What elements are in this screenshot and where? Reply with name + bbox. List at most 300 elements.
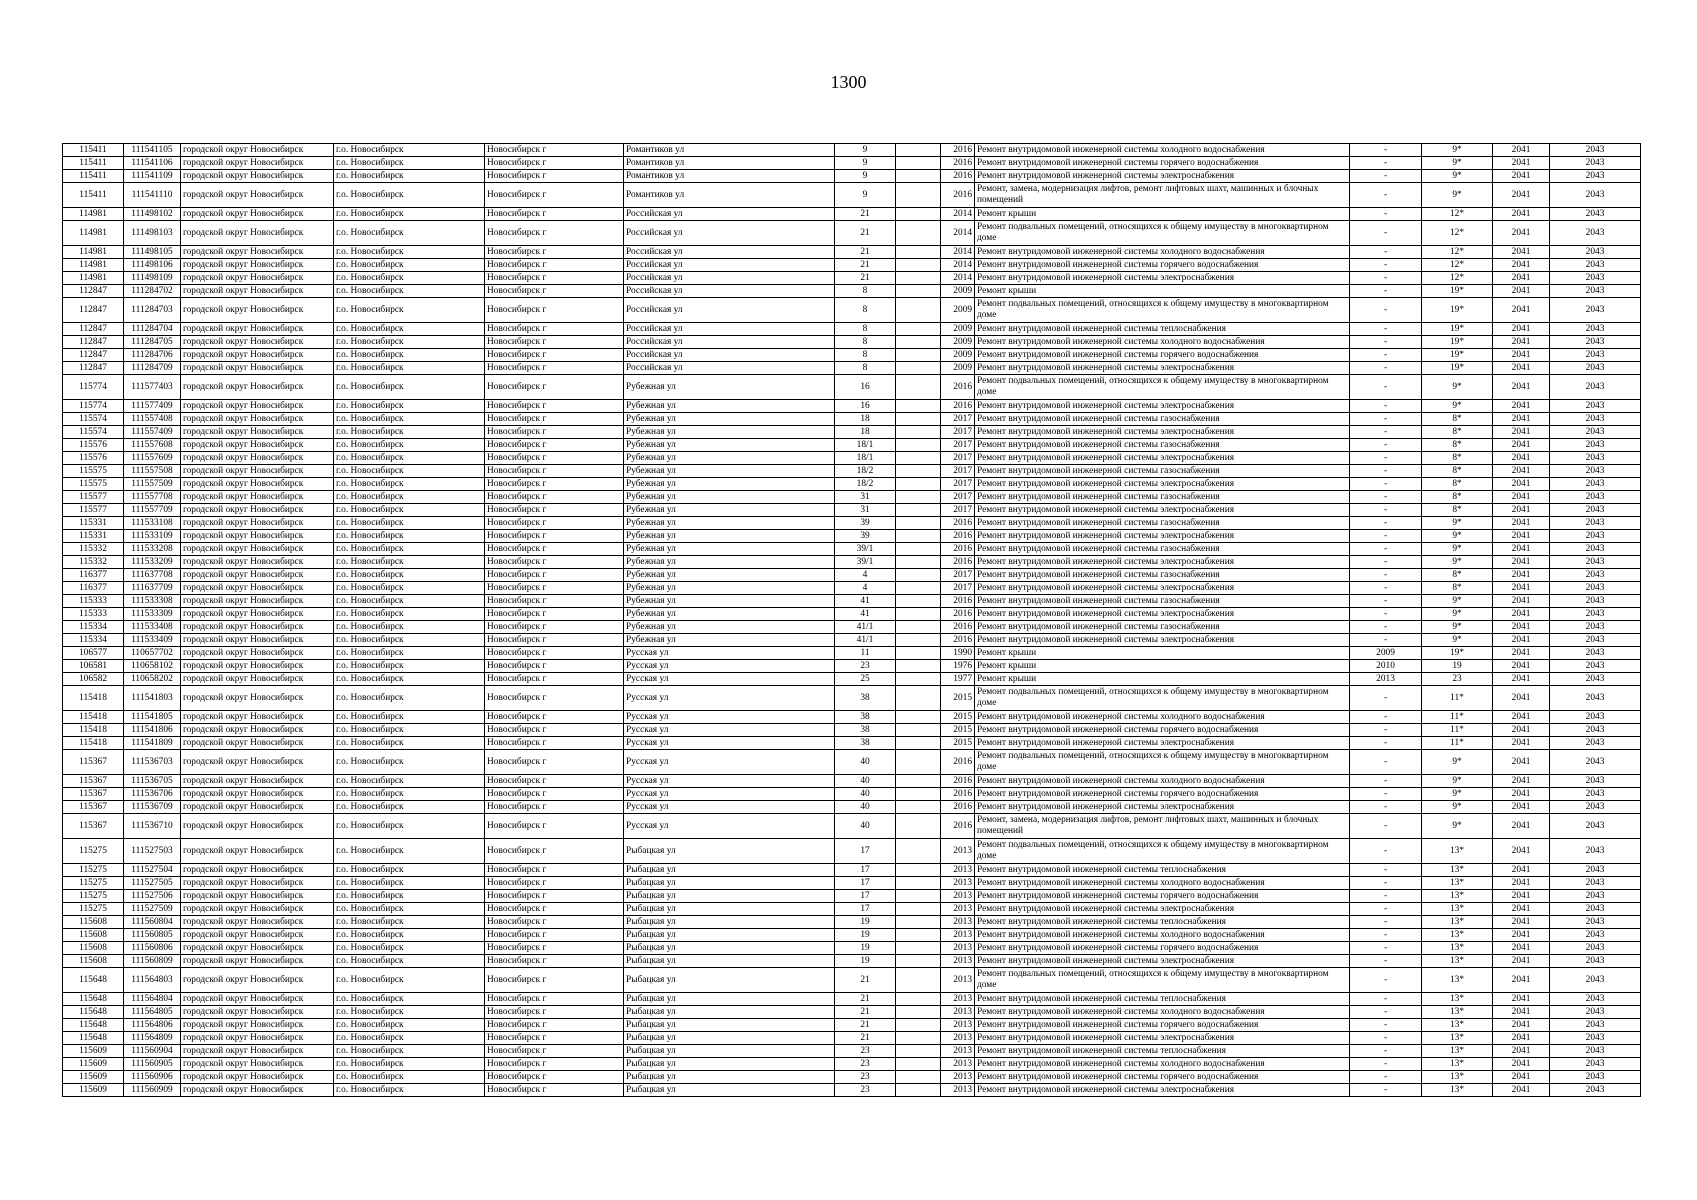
urban-district-cell: г.о. Новосибирск — [334, 1071, 485, 1084]
plan-end-year-cell: 2043 — [1550, 375, 1641, 400]
table-row — [63, 569, 1641, 582]
table-row — [63, 955, 1641, 968]
city-cell: Новосибирск г — [485, 1071, 624, 1084]
commission-year-cell: 2013 — [941, 993, 975, 1006]
commission-year-cell: 2009 — [941, 349, 975, 362]
plan-start-year-cell: 2041 — [1493, 1084, 1550, 1097]
period-cell: 8* — [1422, 452, 1493, 465]
municipality-cell: городской округ Новосибирск — [181, 323, 334, 336]
house-number-cell: 19 — [835, 942, 896, 955]
table-row — [63, 221, 1641, 246]
work-code-cell: 111577403 — [124, 375, 181, 400]
urban-district-cell: г.о. Новосибирск — [334, 903, 485, 916]
commission-year-cell: 2014 — [941, 208, 975, 221]
last-repair-year-cell: - — [1350, 400, 1422, 413]
plan-start-year-cell: 2041 — [1493, 942, 1550, 955]
table-row — [63, 323, 1641, 336]
street-cell: Российская ул — [624, 285, 835, 298]
plan-end-year-cell: 2043 — [1550, 673, 1641, 686]
period-cell: 13* — [1422, 1045, 1493, 1058]
table-row — [63, 750, 1641, 775]
municipality-cell: городской округ Новосибирск — [181, 724, 334, 737]
work-code-cell: 110658202 — [124, 673, 181, 686]
last-repair-year-cell: - — [1350, 582, 1422, 595]
last-repair-year-cell: - — [1350, 569, 1422, 582]
commission-year-cell: 2013 — [941, 839, 975, 864]
work-code-cell: 111533409 — [124, 634, 181, 647]
plan-end-year-cell: 2043 — [1550, 788, 1641, 801]
table-row — [63, 814, 1641, 839]
plan-end-year-cell: 2043 — [1550, 929, 1641, 942]
house-number-cell: 18/1 — [835, 452, 896, 465]
urban-district-cell: г.о. Новосибирск — [334, 1045, 485, 1058]
street-cell: Русская ул — [624, 686, 835, 711]
last-repair-year-cell: - — [1350, 788, 1422, 801]
plan-start-year-cell: 2041 — [1493, 955, 1550, 968]
work-code-cell: 111536703 — [124, 750, 181, 775]
house-number-cell: 21 — [835, 968, 896, 993]
plan-end-year-cell: 2043 — [1550, 877, 1641, 890]
city-cell: Новосибирск г — [485, 208, 624, 221]
building-cell — [896, 621, 941, 634]
table-row — [63, 208, 1641, 221]
work-code-cell: 111557408 — [124, 413, 181, 426]
urban-district-cell: г.о. Новосибирск — [334, 259, 485, 272]
urban-district-cell: г.о. Новосибирск — [334, 686, 485, 711]
commission-year-cell: 2015 — [941, 737, 975, 750]
last-repair-year-cell: 2010 — [1350, 660, 1422, 673]
city-cell: Новосибирск г — [485, 375, 624, 400]
urban-district-cell: г.о. Новосибирск — [334, 323, 485, 336]
house-number-cell: 21 — [835, 259, 896, 272]
city-cell: Новосибирск г — [485, 814, 624, 839]
municipality-cell: городской округ Новосибирск — [181, 183, 334, 208]
work-type-cell: Ремонт крыши — [975, 285, 1350, 298]
table-row — [63, 362, 1641, 375]
work-type-cell: Ремонт, замена, модернизация лифтов, ремонт лифтовых шахт, машинных и блочных помещений — [975, 814, 1350, 839]
plan-start-year-cell: 2041 — [1493, 801, 1550, 814]
work-code-cell: 111557409 — [124, 426, 181, 439]
building-cell — [896, 916, 941, 929]
urban-district-cell: г.о. Новосибирск — [334, 634, 485, 647]
work-code-cell: 111541106 — [124, 157, 181, 170]
table-row — [63, 1084, 1641, 1097]
plan-end-year-cell: 2043 — [1550, 647, 1641, 660]
plan-start-year-cell: 2041 — [1493, 504, 1550, 517]
municipality-cell: городской округ Новосибирск — [181, 465, 334, 478]
work-code-cell: 111564805 — [124, 1006, 181, 1019]
period-cell: 13* — [1422, 839, 1493, 864]
house-id-cell: 115774 — [63, 375, 124, 400]
house-number-cell: 40 — [835, 788, 896, 801]
urban-district-cell: г.о. Новосибирск — [334, 814, 485, 839]
commission-year-cell: 2017 — [941, 504, 975, 517]
work-code-cell: 111536710 — [124, 814, 181, 839]
period-cell: 13* — [1422, 993, 1493, 1006]
period-cell: 19* — [1422, 285, 1493, 298]
building-cell — [896, 144, 941, 157]
urban-district-cell: г.о. Новосибирск — [334, 1006, 485, 1019]
urban-district-cell: г.о. Новосибирск — [334, 724, 485, 737]
work-code-cell: 111533309 — [124, 608, 181, 621]
building-cell — [896, 1084, 941, 1097]
municipality-cell: городской округ Новосибирск — [181, 1045, 334, 1058]
house-id-cell: 115411 — [63, 157, 124, 170]
city-cell: Новосибирск г — [485, 711, 624, 724]
street-cell: Романтиков ул — [624, 144, 835, 157]
house-number-cell: 18/1 — [835, 439, 896, 452]
work-type-cell: Ремонт внутридомовой инженерной системы электроснабжения — [975, 634, 1350, 647]
table-row — [63, 788, 1641, 801]
last-repair-year-cell: - — [1350, 504, 1422, 517]
house-id-cell: 115576 — [63, 452, 124, 465]
city-cell: Новосибирск г — [485, 750, 624, 775]
table-row — [63, 1019, 1641, 1032]
house-number-cell: 18 — [835, 413, 896, 426]
street-cell: Рубежная ул — [624, 491, 835, 504]
last-repair-year-cell: - — [1350, 942, 1422, 955]
table-row — [63, 272, 1641, 285]
house-number-cell: 17 — [835, 839, 896, 864]
urban-district-cell: г.о. Новосибирск — [334, 839, 485, 864]
plan-start-year-cell: 2041 — [1493, 183, 1550, 208]
last-repair-year-cell: - — [1350, 349, 1422, 362]
work-code-cell: 111541803 — [124, 686, 181, 711]
house-id-cell: 115608 — [63, 942, 124, 955]
street-cell: Рыбацкая ул — [624, 993, 835, 1006]
house-id-cell: 115648 — [63, 993, 124, 1006]
last-repair-year-cell: - — [1350, 737, 1422, 750]
urban-district-cell: г.о. Новосибирск — [334, 543, 485, 556]
municipality-cell: городской округ Новосибирск — [181, 608, 334, 621]
street-cell: Русская ул — [624, 775, 835, 788]
work-type-cell: Ремонт внутридомовой инженерной системы холодного водоснабжения — [975, 144, 1350, 157]
plan-start-year-cell: 2041 — [1493, 1045, 1550, 1058]
building-cell — [896, 221, 941, 246]
urban-district-cell: г.о. Новосибирск — [334, 737, 485, 750]
city-cell: Новосибирск г — [485, 608, 624, 621]
plan-end-year-cell: 2043 — [1550, 595, 1641, 608]
period-cell: 11* — [1422, 686, 1493, 711]
house-id-cell: 115332 — [63, 543, 124, 556]
plan-start-year-cell: 2041 — [1493, 413, 1550, 426]
street-cell: Рыбацкая ул — [624, 942, 835, 955]
building-cell — [896, 285, 941, 298]
street-cell: Российская ул — [624, 221, 835, 246]
street-cell: Рубежная ул — [624, 595, 835, 608]
commission-year-cell: 2017 — [941, 491, 975, 504]
municipality-cell: городской округ Новосибирск — [181, 877, 334, 890]
building-cell — [896, 775, 941, 788]
last-repair-year-cell: - — [1350, 1019, 1422, 1032]
house-number-cell: 19 — [835, 955, 896, 968]
street-cell: Рыбацкая ул — [624, 929, 835, 942]
commission-year-cell: 2014 — [941, 221, 975, 246]
house-number-cell: 9 — [835, 170, 896, 183]
building-cell — [896, 426, 941, 439]
work-type-cell: Ремонт внутридомовой инженерной системы электроснабжения — [975, 452, 1350, 465]
work-type-cell: Ремонт внутридомовой инженерной системы газоснабжения — [975, 569, 1350, 582]
page-number: 1300 — [830, 72, 867, 92]
urban-district-cell: г.о. Новосибирск — [334, 801, 485, 814]
municipality-cell: городской округ Новосибирск — [181, 221, 334, 246]
period-cell: 9* — [1422, 801, 1493, 814]
table-row — [63, 530, 1641, 543]
house-id-cell: 115577 — [63, 504, 124, 517]
house-number-cell: 23 — [835, 1058, 896, 1071]
work-type-cell: Ремонт внутридомовой инженерной системы теплоснабжения — [975, 323, 1350, 336]
city-cell: Новосибирск г — [485, 621, 624, 634]
street-cell: Русская ул — [624, 814, 835, 839]
house-number-cell: 8 — [835, 349, 896, 362]
urban-district-cell: г.о. Новосибирск — [334, 157, 485, 170]
plan-start-year-cell: 2041 — [1493, 336, 1550, 349]
street-cell: Рубежная ул — [624, 452, 835, 465]
city-cell: Новосибирск г — [485, 504, 624, 517]
last-repair-year-cell: - — [1350, 993, 1422, 1006]
house-id-cell: 115576 — [63, 439, 124, 452]
table-row — [63, 864, 1641, 877]
house-number-cell: 21 — [835, 246, 896, 259]
period-cell: 13* — [1422, 1019, 1493, 1032]
table-row — [63, 413, 1641, 426]
period-cell: 12* — [1422, 246, 1493, 259]
urban-district-cell: г.о. Новосибирск — [334, 1032, 485, 1045]
building-cell — [896, 890, 941, 903]
house-number-cell: 39/1 — [835, 556, 896, 569]
building-cell — [896, 569, 941, 582]
house-id-cell: 115411 — [63, 170, 124, 183]
municipality-cell: городской округ Новосибирск — [181, 1071, 334, 1084]
period-cell: 9* — [1422, 621, 1493, 634]
work-type-cell: Ремонт внутридомовой инженерной системы холодного водоснабжения — [975, 711, 1350, 724]
table-row — [63, 1045, 1641, 1058]
work-code-cell: 111560904 — [124, 1045, 181, 1058]
commission-year-cell: 2016 — [941, 157, 975, 170]
work-code-cell: 111536706 — [124, 788, 181, 801]
last-repair-year-cell: 2013 — [1350, 673, 1422, 686]
urban-district-cell: г.о. Новосибирск — [334, 246, 485, 259]
house-number-cell: 19 — [835, 929, 896, 942]
urban-district-cell: г.о. Новосибирск — [334, 1084, 485, 1097]
work-type-cell: Ремонт внутридомовой инженерной системы горячего водоснабжения — [975, 349, 1350, 362]
municipality-cell: городской округ Новосибирск — [181, 272, 334, 285]
plan-start-year-cell: 2041 — [1493, 246, 1550, 259]
commission-year-cell: 2015 — [941, 724, 975, 737]
city-cell: Новосибирск г — [485, 916, 624, 929]
urban-district-cell: г.о. Новосибирск — [334, 362, 485, 375]
house-id-cell: 115574 — [63, 426, 124, 439]
last-repair-year-cell: - — [1350, 362, 1422, 375]
building-cell — [896, 375, 941, 400]
street-cell: Рыбацкая ул — [624, 839, 835, 864]
plan-start-year-cell: 2041 — [1493, 608, 1550, 621]
last-repair-year-cell: - — [1350, 221, 1422, 246]
municipality-cell: городской округ Новосибирск — [181, 298, 334, 323]
table-row — [63, 660, 1641, 673]
period-cell: 19* — [1422, 349, 1493, 362]
house-id-cell: 115275 — [63, 877, 124, 890]
plan-start-year-cell: 2041 — [1493, 968, 1550, 993]
municipality-cell: городской округ Новосибирск — [181, 1019, 334, 1032]
work-code-cell: 111533308 — [124, 595, 181, 608]
building-cell — [896, 968, 941, 993]
plan-end-year-cell: 2043 — [1550, 1019, 1641, 1032]
last-repair-year-cell: - — [1350, 968, 1422, 993]
commission-year-cell: 2014 — [941, 272, 975, 285]
plan-end-year-cell: 2043 — [1550, 621, 1641, 634]
plan-end-year-cell: 2043 — [1550, 608, 1641, 621]
work-type-cell: Ремонт внутридомовой инженерной системы газоснабжения — [975, 621, 1350, 634]
urban-district-cell: г.о. Новосибирск — [334, 426, 485, 439]
city-cell: Новосибирск г — [485, 1032, 624, 1045]
period-cell: 13* — [1422, 1006, 1493, 1019]
table-row — [63, 711, 1641, 724]
plan-start-year-cell: 2041 — [1493, 993, 1550, 1006]
city-cell: Новосибирск г — [485, 660, 624, 673]
house-number-cell: 17 — [835, 903, 896, 916]
plan-end-year-cell: 2043 — [1550, 801, 1641, 814]
city-cell: Новосибирск г — [485, 788, 624, 801]
municipality-cell: городской округ Новосибирск — [181, 569, 334, 582]
period-cell: 13* — [1422, 1084, 1493, 1097]
last-repair-year-cell: - — [1350, 890, 1422, 903]
urban-district-cell: г.о. Новосибирск — [334, 673, 485, 686]
commission-year-cell: 2013 — [941, 955, 975, 968]
plan-start-year-cell: 2041 — [1493, 400, 1550, 413]
house-id-cell: 115609 — [63, 1045, 124, 1058]
work-code-cell: 111637708 — [124, 569, 181, 582]
street-cell: Российская ул — [624, 246, 835, 259]
plan-start-year-cell: 2041 — [1493, 285, 1550, 298]
commission-year-cell: 2017 — [941, 452, 975, 465]
table-row — [63, 183, 1641, 208]
street-cell: Русская ул — [624, 750, 835, 775]
plan-start-year-cell: 2041 — [1493, 814, 1550, 839]
work-type-cell: Ремонт внутридомовой инженерной системы электроснабжения — [975, 737, 1350, 750]
last-repair-year-cell: - — [1350, 621, 1422, 634]
city-cell: Новосибирск г — [485, 737, 624, 750]
work-code-cell: 111527505 — [124, 877, 181, 890]
table-row — [63, 259, 1641, 272]
table-row — [63, 993, 1641, 1006]
work-code-cell: 111533109 — [124, 530, 181, 543]
commission-year-cell: 2013 — [941, 1071, 975, 1084]
work-code-cell: 111564809 — [124, 1032, 181, 1045]
urban-district-cell: г.о. Новосибирск — [334, 864, 485, 877]
plan-end-year-cell: 2043 — [1550, 1058, 1641, 1071]
last-repair-year-cell: - — [1350, 1045, 1422, 1058]
table-row — [63, 801, 1641, 814]
period-cell: 13* — [1422, 942, 1493, 955]
table-row — [63, 504, 1641, 517]
work-code-cell: 111564803 — [124, 968, 181, 993]
work-type-cell: Ремонт, замена, модернизация лифтов, ремонт лифтовых шахт, машинных и блочных помещений — [975, 183, 1350, 208]
plan-end-year-cell: 2043 — [1550, 556, 1641, 569]
period-cell: 23 — [1422, 673, 1493, 686]
work-type-cell: Ремонт внутридомовой инженерной системы холодного водоснабжения — [975, 877, 1350, 890]
municipality-cell: городской округ Новосибирск — [181, 208, 334, 221]
period-cell: 9* — [1422, 634, 1493, 647]
building-cell — [896, 157, 941, 170]
street-cell: Русская ул — [624, 647, 835, 660]
plan-end-year-cell: 2043 — [1550, 208, 1641, 221]
house-number-cell: 25 — [835, 673, 896, 686]
commission-year-cell: 2009 — [941, 362, 975, 375]
plan-end-year-cell: 2043 — [1550, 955, 1641, 968]
commission-year-cell: 2017 — [941, 413, 975, 426]
house-number-cell: 38 — [835, 737, 896, 750]
plan-end-year-cell: 2043 — [1550, 221, 1641, 246]
street-cell: Рыбацкая ул — [624, 890, 835, 903]
commission-year-cell: 1990 — [941, 647, 975, 660]
period-cell: 8* — [1422, 582, 1493, 595]
city-cell: Новосибирск г — [485, 634, 624, 647]
period-cell: 9* — [1422, 170, 1493, 183]
house-id-cell: 115367 — [63, 750, 124, 775]
work-code-cell: 111284702 — [124, 285, 181, 298]
urban-district-cell: г.о. Новосибирск — [334, 968, 485, 993]
city-cell: Новосибирск г — [485, 686, 624, 711]
municipality-cell: городской округ Новосибирск — [181, 375, 334, 400]
house-id-cell: 115648 — [63, 1019, 124, 1032]
municipality-cell: городской округ Новосибирск — [181, 993, 334, 1006]
commission-year-cell: 2013 — [941, 903, 975, 916]
commission-year-cell: 2013 — [941, 942, 975, 955]
plan-start-year-cell: 2041 — [1493, 673, 1550, 686]
street-cell: Русская ул — [624, 660, 835, 673]
building-cell — [896, 711, 941, 724]
plan-start-year-cell: 2041 — [1493, 375, 1550, 400]
street-cell: Рыбацкая ул — [624, 1084, 835, 1097]
house-number-cell: 41 — [835, 608, 896, 621]
plan-start-year-cell: 2041 — [1493, 903, 1550, 916]
building-cell — [896, 788, 941, 801]
building-cell — [896, 737, 941, 750]
work-type-cell: Ремонт внутридомовой инженерной системы электроснабжения — [975, 362, 1350, 375]
street-cell: Российская ул — [624, 298, 835, 323]
work-type-cell: Ремонт внутридомовой инженерной системы горячего водоснабжения — [975, 890, 1350, 903]
municipality-cell: городской округ Новосибирск — [181, 170, 334, 183]
plan-end-year-cell: 2043 — [1550, 323, 1641, 336]
work-type-cell: Ремонт внутридомовой инженерной системы теплоснабжения — [975, 1045, 1350, 1058]
house-number-cell: 38 — [835, 711, 896, 724]
house-id-cell: 115275 — [63, 839, 124, 864]
work-type-cell: Ремонт внутридомовой инженерной системы электроснабжения — [975, 903, 1350, 916]
municipality-cell: городской округ Новосибирск — [181, 157, 334, 170]
building-cell — [896, 259, 941, 272]
table-row — [63, 336, 1641, 349]
municipality-cell: городской округ Новосибирск — [181, 968, 334, 993]
house-id-cell: 106577 — [63, 647, 124, 660]
house-number-cell: 38 — [835, 724, 896, 737]
table-row — [63, 439, 1641, 452]
urban-district-cell: г.о. Новосибирск — [334, 556, 485, 569]
building-cell — [896, 608, 941, 621]
work-code-cell: 111557609 — [124, 452, 181, 465]
last-repair-year-cell: - — [1350, 634, 1422, 647]
plan-end-year-cell: 2043 — [1550, 246, 1641, 259]
municipality-cell: городской округ Новосибирск — [181, 336, 334, 349]
commission-year-cell: 2016 — [941, 400, 975, 413]
last-repair-year-cell: - — [1350, 543, 1422, 556]
house-id-cell: 115418 — [63, 737, 124, 750]
table-row — [63, 157, 1641, 170]
street-cell: Рубежная ул — [624, 608, 835, 621]
work-type-cell: Ремонт внутридомовой инженерной системы электроснабжения — [975, 504, 1350, 517]
last-repair-year-cell: - — [1350, 1006, 1422, 1019]
city-cell: Новосибирск г — [485, 903, 624, 916]
